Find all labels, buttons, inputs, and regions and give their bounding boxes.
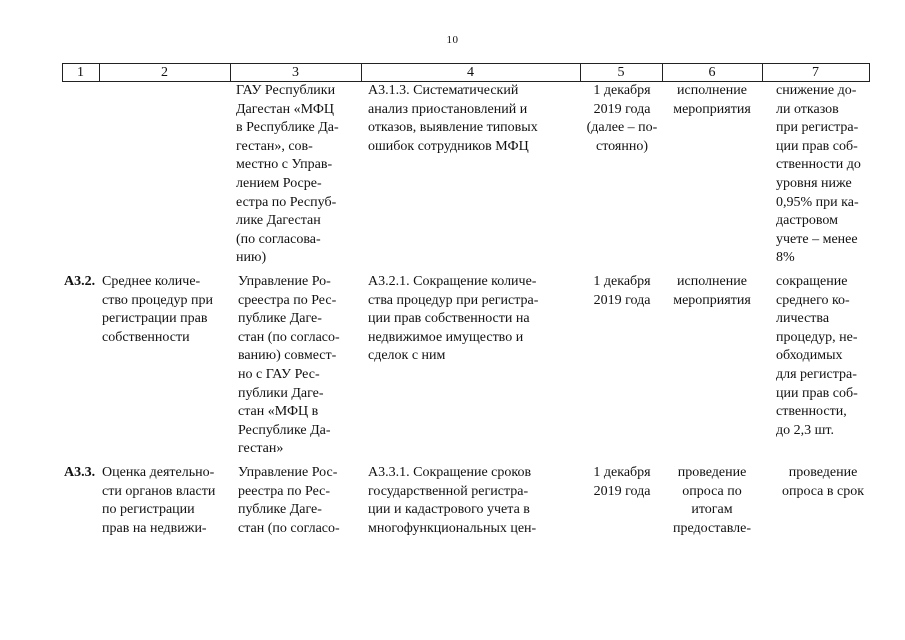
row-deadline: 1 декабря 2019 года (далее – по- стоянно) — [586, 83, 658, 154]
column-header-3: 3 — [292, 65, 299, 80]
column-header-1: 1 — [77, 65, 84, 80]
column-header-4: 4 — [467, 65, 474, 80]
row-target: снижение до- ли отказов при регистра- ции прав соб- ственности до уровня ниже 0,95% при ка- дастровом учете – менее 8% — [776, 83, 861, 266]
row-responsible: Управление Рос- реестра по Рес- публике Даге- стан (по согласо- — [238, 465, 340, 536]
row-target: проведение опроса в срок — [781, 465, 865, 499]
row-number: А3.2. — [64, 274, 96, 289]
row-responsible: Управление Ро- среестра по Рес- публике Даге- стан (по согласо- ванию) совмест- но с ГАУ Рес- публики Даге- стан «МФЦ в Республике Да- гестан» — [238, 274, 340, 457]
column-header-6: 6 — [708, 65, 716, 80]
row-number: А3.3. — [64, 465, 96, 480]
column-header-2: 2 — [161, 65, 168, 80]
row-responsible: ГАУ Республики Дагестан «МФЦ в Республике Да- гестан», сов- местно с Управ- лением Росре- естра по Респуб- лике Дагестан (по согласова- нию) — [236, 83, 339, 266]
row-deadline: 1 декабря 2019 года — [593, 465, 651, 499]
row-indicator: Среднее количе- ство процедур при регистрации прав собственности — [102, 274, 213, 345]
page-number: 10 — [446, 34, 459, 46]
row-result: исполнение мероприятия — [673, 83, 751, 117]
table-header — [62, 63, 870, 82]
row-target: сокращение среднего ко- личества процедур, не- обходимых для регистра- ции прав соб- ственности, до 2,3 шт. — [776, 274, 858, 438]
row-action: А3.1.3. Систематический анализ приостановлений и отказов, выявление типовых ошибок сотрудников МФЦ — [368, 83, 538, 154]
row-result: проведение опроса по итогам предоставле- — [673, 465, 751, 536]
row-indicator: Оценка деятельно- сти органов власти по регистрации прав на недвижи- — [102, 465, 216, 536]
column-header-5: 5 — [617, 65, 625, 80]
row-deadline: 1 декабря 2019 года — [593, 274, 651, 308]
row-action: А3.2.1. Сокращение количе- ства процедур при регистра- ции прав собственности на недвижимое имущество и сделок с ним — [368, 274, 539, 364]
row-action: А3.3.1. Сокращение сроков государственной регистра- ции и кадастрового учета в многофункциональных цен- — [368, 465, 537, 536]
column-header-7: 7 — [812, 65, 819, 80]
row-result: исполнение мероприятия — [673, 274, 751, 308]
